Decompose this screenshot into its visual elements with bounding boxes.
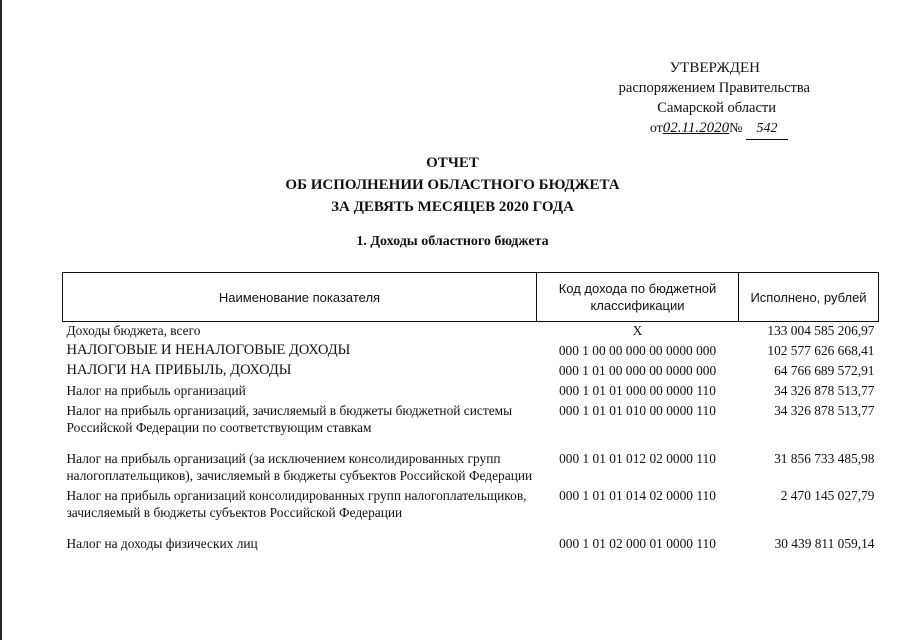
row-amount: 31 856 733 485,98 — [774, 451, 875, 466]
row-code: 000 1 01 01 010 00 0000 110 — [559, 403, 716, 418]
row-code: 000 1 01 01 014 02 0000 110 — [559, 488, 716, 503]
row-code: 000 1 01 01 000 00 0000 110 — [559, 383, 716, 398]
title-line-2: ОБ ИСПОЛНЕНИИ ОБЛАСТНОГО БЮДЖЕТА — [285, 177, 620, 193]
table-row — [63, 342, 879, 362]
row-code: X — [632, 323, 643, 338]
table-header-row — [63, 273, 879, 322]
table-row — [63, 382, 879, 402]
header-code: Код дохода по бюджетной классификации — [537, 273, 739, 322]
table-row — [63, 362, 879, 382]
header-name: Наименование показателя — [63, 273, 537, 322]
row-name: Налог на прибыль организаций — [66, 383, 246, 398]
document-title — [0, 152, 905, 218]
number-prefix: № — [729, 121, 743, 136]
row-name: Налог на прибыль организаций (за исключением консолидированных групп налогоплательщиков), зачисляемый в бюджеты субъектов Российской Федерации — [66, 451, 533, 483]
title-line-3: ЗА ДЕВЯТЬ МЕСЯЦЕВ 2020 ГОДА — [331, 199, 574, 215]
row-name: Налог на прибыль организаций, зачисляемый в бюджеты бюджетной системы Российской Федерации по соответствующим ставкам — [66, 403, 513, 435]
page-edge-line — [0, 0, 2, 640]
row-name: НАЛОГИ НА ПРИБЫЛЬ, ДОХОДЫ — [66, 362, 292, 378]
row-code: 000 1 01 00 000 00 0000 000 — [558, 363, 717, 378]
table-row — [63, 487, 879, 535]
row-amount: 64 766 689 572,91 — [774, 363, 875, 378]
section-title: 1. Доходы областного бюджета — [356, 234, 549, 249]
approval-number: 542 — [746, 119, 788, 140]
approval-line-2: Самарской области — [657, 100, 776, 116]
approval-date: 02.11.2020 — [662, 120, 730, 136]
row-amount: 102 577 626 668,41 — [767, 343, 875, 358]
title-line-1: ОТЧЕТ — [426, 155, 479, 171]
row-name: НАЛОГОВЫЕ И НЕНАЛОГОВЫЕ ДОХОДЫ — [66, 342, 351, 358]
revenue-table — [62, 272, 879, 555]
table-row — [63, 402, 879, 450]
approval-stamp — [580, 58, 810, 140]
row-code: 000 1 01 01 012 02 0000 110 — [559, 451, 716, 466]
row-code: 000 1 00 00 000 00 0000 000 — [558, 343, 717, 358]
row-amount: 2 470 145 027,79 — [780, 488, 875, 503]
approved-heading: УТВЕРЖДЕН — [669, 60, 760, 76]
row-name: Налог на прибыль организаций консолидированных групп налогоплательщиков, зачисляемый в бюджеты субъектов Российской Федерации — [66, 488, 527, 520]
from-prefix: от — [649, 121, 663, 136]
row-amount: 30 439 811 059,14 — [774, 536, 875, 551]
approval-date-number — [580, 118, 788, 140]
header-amount: Исполнено, рублей — [739, 273, 879, 322]
approval-line-1: распоряжением Правительства — [618, 80, 810, 96]
row-name: Налог на доходы физических лиц — [66, 536, 258, 551]
row-code: 000 1 01 02 000 01 0000 110 — [559, 536, 716, 551]
table-row — [63, 535, 879, 555]
row-name: Доходы бюджета, всего — [66, 323, 201, 338]
row-amount: 34 326 878 513,77 — [774, 383, 875, 398]
row-amount: 34 326 878 513,77 — [774, 403, 875, 418]
row-amount: 133 004 585 206,97 — [767, 323, 875, 338]
table-row — [63, 450, 879, 487]
table-row — [63, 322, 879, 343]
